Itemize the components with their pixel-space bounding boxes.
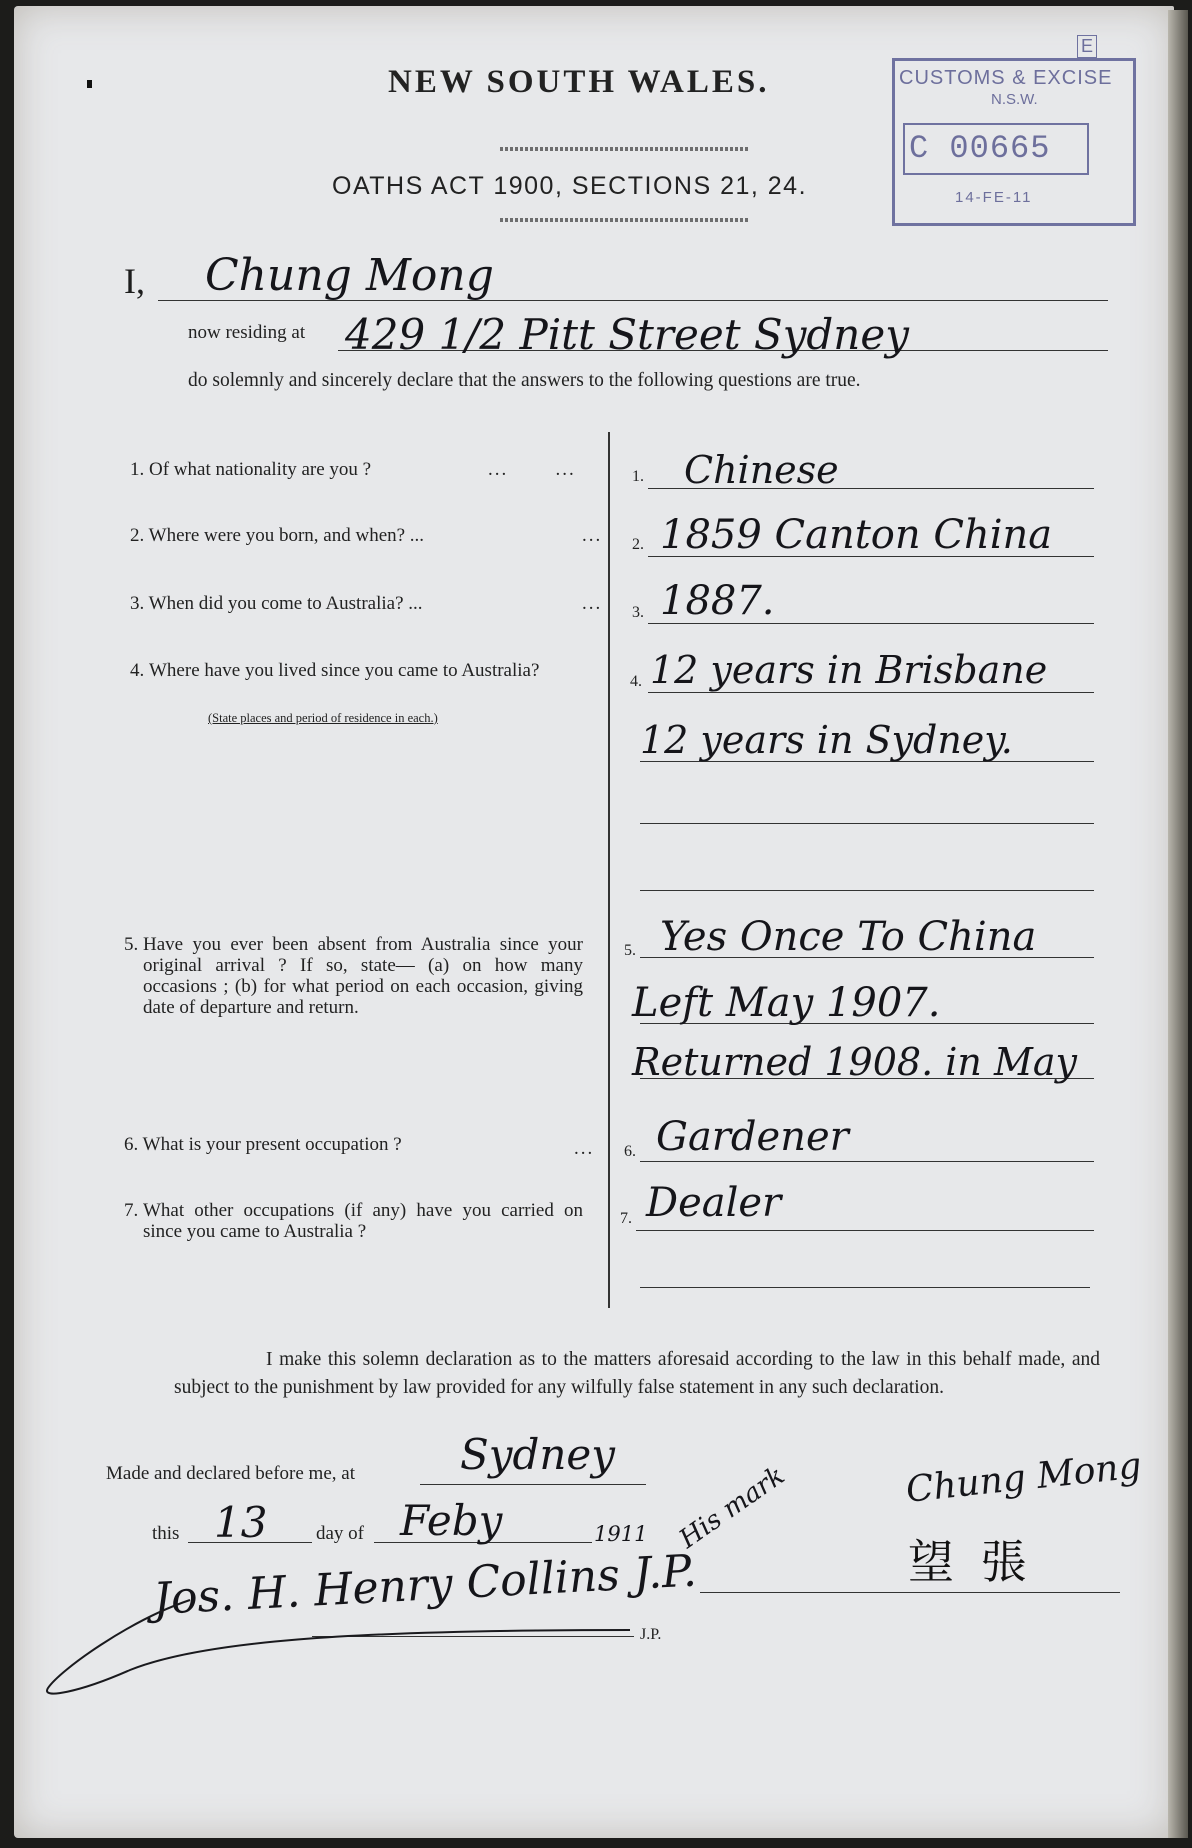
question-6-text: What is your present occupation ? (142, 1134, 402, 1155)
question-4-num: 4. (130, 660, 145, 681)
day-of-label: day of (316, 1523, 365, 1544)
signing-day: 13 (214, 1498, 268, 1547)
signing-month: Feby (400, 1496, 503, 1545)
question-4 (130, 660, 605, 681)
stamp-date: 14-FE-11 (955, 189, 1033, 206)
question-6-num: 6. (124, 1134, 139, 1155)
answer-4-rule-1 (648, 692, 1094, 693)
subtitle-rule (500, 218, 748, 222)
question-2-num: 2. (130, 525, 145, 546)
question-5-text: Have you ever been absent from Australia since your original arrival ? If so, state— (a) on how many occasions ; (b) for what period on each occasion, giving date of departure and return. (143, 934, 583, 1018)
residing-label: now residing at (188, 322, 306, 343)
declarant-signature-rule (700, 1592, 1120, 1593)
question-6-leader: ... (574, 1138, 595, 1159)
question-1-text: Of what nationality are you ? (149, 459, 372, 480)
answer-1-text: Chinese (684, 448, 839, 492)
answer-4-line-1: 12 years in Brisbane (650, 648, 1048, 692)
jp-signature: Jos. H. Henry Collins J.P. (152, 1545, 698, 1625)
question-4-note: (State places and period of residence in each.) (208, 711, 438, 725)
answer-1-num: 1. (632, 468, 644, 485)
stamp-line2: N.S.W. (991, 91, 1038, 108)
declarant-prefix: I, (124, 261, 145, 301)
question-3-text: When did you come to Australia? ... (148, 593, 423, 614)
question-7-num: 7. (124, 1200, 139, 1221)
answer-6-rule (640, 1161, 1094, 1162)
question-5-num: 5. (124, 934, 139, 955)
declarant-signature: Chung Mong (904, 1445, 1144, 1511)
question-5 (124, 934, 604, 1018)
stamp-number-box (903, 123, 1089, 175)
answer-5-line-1: Yes Once To China (660, 914, 1037, 960)
document-title: NEW SOUTH WALES. (388, 64, 770, 100)
answer-2-text: 1859 Canton China (660, 512, 1053, 558)
question-2 (130, 525, 424, 546)
signing-place: Sydney (460, 1430, 616, 1479)
column-divider (608, 432, 610, 1308)
title-rule (500, 147, 748, 151)
jp-signature-flourish (40, 1560, 660, 1700)
document-subtitle: OATHS ACT 1900, SECTIONS 21, 24. (332, 172, 808, 200)
answer-7-rule-2 (640, 1287, 1090, 1288)
jp-label: J.P. (640, 1626, 662, 1643)
question-1 (130, 459, 371, 480)
stamp-corner: E (1077, 35, 1097, 58)
chinese-name: 望 張 (908, 1535, 1033, 1589)
customs-stamp (892, 36, 1136, 226)
ink-speck (87, 80, 92, 88)
question-1-leader: ... ... (488, 459, 576, 480)
answer-5-line-3: Returned 1908. in May (632, 1040, 1077, 1084)
declaration-text: I make this solemn declaration as to the matters aforesaid according to the law in this behalf made, and subject to the punishment by law provided for any wilfully false statement in any such declaration. (174, 1349, 1100, 1398)
answer-5-line-2: Left May 1907. (632, 980, 941, 1026)
answer-2-num: 2. (632, 536, 644, 553)
declarant-address: 429 1/2 Pitt Street Sydney (345, 310, 909, 359)
question-3 (130, 593, 423, 614)
answer-7-num: 7. (620, 1210, 632, 1227)
question-3-leader: ... (582, 593, 603, 614)
page-edge (1168, 10, 1188, 1838)
question-2-leader: ... (582, 525, 603, 546)
declarant-name: Chung Mong (205, 250, 494, 301)
declaration-intro: do solemnly and sincerely declare that the answers to the following questions are true. (188, 370, 861, 391)
question-7-text: What other occupations (if any) have you carried on since you came to Australia ? (143, 1200, 583, 1242)
answer-4-rule-3 (640, 823, 1094, 824)
question-6 (124, 1134, 402, 1155)
question-1-num: 1. (130, 459, 145, 480)
question-7 (124, 1200, 604, 1242)
signing-year: 1911 (594, 1522, 648, 1546)
stamp-line1: CUSTOMS & EXCISE (899, 67, 1113, 89)
answer-6-text: Gardener (656, 1114, 849, 1160)
his-mark-label: His mark (674, 1460, 791, 1555)
answer-3-text: 1887. (660, 578, 775, 624)
answer-7-text: Dealer (646, 1180, 782, 1226)
question-4-text: Where have you lived since you came to Australia? (149, 660, 540, 681)
answer-7-rule-1 (636, 1230, 1094, 1231)
answer-4-num: 4. (630, 673, 642, 690)
answer-4-rule-4 (640, 890, 1094, 891)
question-3-num: 3. (130, 593, 145, 614)
stamp-number: C 00665 (909, 130, 1051, 167)
question-2-text: Where were you born, and when? ... (148, 525, 425, 546)
answer-3-num: 3. (632, 604, 644, 621)
this-label: this (152, 1523, 180, 1544)
place-rule (420, 1484, 646, 1485)
made-declared-label: Made and declared before me, at (106, 1463, 355, 1484)
answer-6-num: 6. (624, 1143, 636, 1160)
answer-4-line-2: 12 years in Sydney. (640, 718, 1013, 762)
answer-5-num: 5. (624, 942, 636, 959)
